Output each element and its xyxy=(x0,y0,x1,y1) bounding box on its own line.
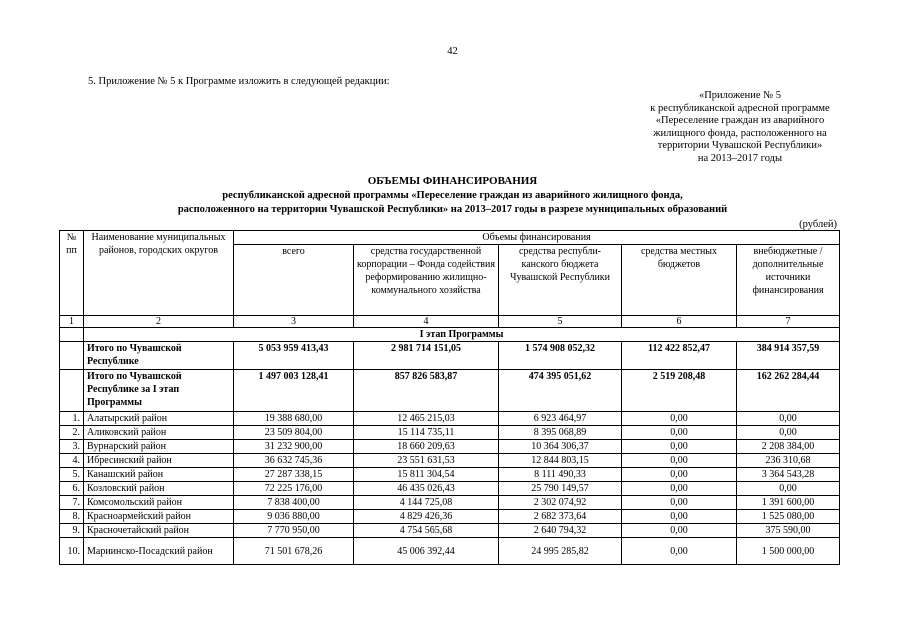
cell-fund: 15 114 735,11 xyxy=(354,426,499,440)
cell-total: 36 632 745,36 xyxy=(234,454,354,468)
row-number: 1. xyxy=(60,412,84,426)
column-number: 4 xyxy=(354,316,499,328)
cell-extra: 1 525 080,00 xyxy=(737,510,840,524)
total-extra: 384 914 357,59 xyxy=(737,342,840,370)
row-number: 6. xyxy=(60,482,84,496)
cell-extra: 375 590,00 xyxy=(737,524,840,538)
total-republic: 1 574 908 052,32 xyxy=(499,342,622,370)
row-number: 10. xyxy=(60,538,84,565)
appendix-line: на 2013–2017 годы xyxy=(697,152,783,164)
header-name: Наименование муниципальных районов, городских округов xyxy=(84,231,234,316)
table-row xyxy=(60,538,840,565)
district-name: Аликовский район xyxy=(84,426,234,440)
stage-label: I этап Программы xyxy=(84,328,840,342)
cell-fund: 15 811 304,54 xyxy=(354,468,499,482)
cell-fund: 4 144 725,08 xyxy=(354,496,499,510)
cell-republic: 10 364 306,37 xyxy=(499,440,622,454)
cell-local: 0,00 xyxy=(622,496,737,510)
total-local: 112 422 852,47 xyxy=(622,342,737,370)
table-row xyxy=(60,482,840,496)
cell-extra: 3 364 543,28 xyxy=(737,468,840,482)
cell-republic: 12 844 803,15 xyxy=(499,454,622,468)
column-number: 7 xyxy=(737,316,840,328)
cell-extra: 1 391 600,00 xyxy=(737,496,840,510)
cell-total: 72 225 176,00 xyxy=(234,482,354,496)
subtitle-line: расположенного на территории Чувашской Республики» на 2013–2017 годы в разрезе муниципальных образований xyxy=(177,203,728,215)
table-row xyxy=(60,496,840,510)
document-title: ОБЪЕМЫ ФИНАНСИРОВАНИЯ xyxy=(367,175,538,187)
total-no xyxy=(60,370,84,412)
cell-fund: 46 435 026,43 xyxy=(354,482,499,496)
total-row xyxy=(60,342,840,370)
row-number: 4. xyxy=(60,454,84,468)
row-number: 3. xyxy=(60,440,84,454)
district-name: Канашский район xyxy=(84,468,234,482)
cell-total: 7 838 400,00 xyxy=(234,496,354,510)
cell-fund: 23 551 631,53 xyxy=(354,454,499,468)
cell-republic: 8 111 490,33 xyxy=(499,468,622,482)
document-subtitle xyxy=(0,189,905,216)
appendix-line: к республиканской адресной программе xyxy=(650,102,830,114)
cell-total: 27 287 338,15 xyxy=(234,468,354,482)
district-name: Ибресинский район xyxy=(84,454,234,468)
total-local: 2 519 208,48 xyxy=(622,370,737,412)
total-all: 5 053 959 413,43 xyxy=(234,342,354,370)
header-extra: внебюджетные / дополнительные источники финансирования xyxy=(737,245,840,316)
total-fund: 857 826 583,87 xyxy=(354,370,499,412)
row-number: 8. xyxy=(60,510,84,524)
header-total: всего xyxy=(234,245,354,316)
table-row xyxy=(60,440,840,454)
appendix-line: территории Чувашской Республики» xyxy=(657,140,823,152)
table-row xyxy=(60,454,840,468)
cell-fund: 18 660 209,63 xyxy=(354,440,499,454)
table-row xyxy=(60,524,840,538)
header-no: № пп xyxy=(60,231,84,316)
cell-total: 23 509 804,00 xyxy=(234,426,354,440)
cell-fund: 45 006 392,44 xyxy=(354,538,499,565)
cell-total: 7 770 950,00 xyxy=(234,524,354,538)
appendix-note xyxy=(590,90,890,166)
cell-total: 9 036 880,00 xyxy=(234,510,354,524)
unit-label: (рублей) xyxy=(799,219,837,230)
header-fund: средства государственной корпорации – Фонда содействия реформированию жилищно-коммунального хозяйства xyxy=(354,245,499,316)
row-number: 9. xyxy=(60,524,84,538)
row-number: 5. xyxy=(60,468,84,482)
table-row xyxy=(60,412,840,426)
total-name: Итого по Чувашской Республике xyxy=(84,342,234,370)
column-number: 5 xyxy=(499,316,622,328)
subtitle-line: республиканской адресной программы «Переселение граждан из аварийного жилищного фонда, xyxy=(222,190,683,201)
stage-no-cell xyxy=(60,328,84,342)
cell-local: 0,00 xyxy=(622,538,737,565)
total-extra: 162 262 284,44 xyxy=(737,370,840,412)
cell-local: 0,00 xyxy=(622,440,737,454)
cell-extra: 0,00 xyxy=(737,412,840,426)
total-all: 1 497 003 128,41 xyxy=(234,370,354,412)
total-name: Итого по Чувашской Республике за I этап Программы xyxy=(84,370,234,412)
cell-local: 0,00 xyxy=(622,468,737,482)
instruction-text: 5. Приложение № 5 к Программе изложить в следующей редакции: xyxy=(88,76,390,87)
cell-extra: 1 500 000,00 xyxy=(737,538,840,565)
cell-local: 0,00 xyxy=(622,454,737,468)
district-name: Вурнарский район xyxy=(84,440,234,454)
appendix-line: «Переселение граждан из аварийного xyxy=(655,115,825,127)
district-name: Красноармейский район xyxy=(84,510,234,524)
cell-local: 0,00 xyxy=(622,510,737,524)
table-row xyxy=(60,468,840,482)
cell-fund: 4 829 426,36 xyxy=(354,510,499,524)
cell-local: 0,00 xyxy=(622,426,737,440)
cell-total: 19 388 680,00 xyxy=(234,412,354,426)
district-name: Красночетайский район xyxy=(84,524,234,538)
column-number: 1 xyxy=(60,316,84,328)
page-number: 42 xyxy=(447,46,458,57)
table-row xyxy=(60,426,840,440)
cell-fund: 12 465 215,03 xyxy=(354,412,499,426)
column-number: 6 xyxy=(622,316,737,328)
cell-extra: 2 208 384,00 xyxy=(737,440,840,454)
row-number: 2. xyxy=(60,426,84,440)
cell-local: 0,00 xyxy=(622,524,737,538)
row-number: 7. xyxy=(60,496,84,510)
total-no xyxy=(60,342,84,370)
cell-republic: 2 682 373,64 xyxy=(499,510,622,524)
financing-table xyxy=(59,230,840,565)
cell-total: 71 501 678,26 xyxy=(234,538,354,565)
cell-republic: 2 640 794,32 xyxy=(499,524,622,538)
cell-republic: 8 395 068,89 xyxy=(499,426,622,440)
cell-extra: 236 310,68 xyxy=(737,454,840,468)
cell-republic: 2 302 074,92 xyxy=(499,496,622,510)
total-republic: 474 395 051,62 xyxy=(499,370,622,412)
district-name: Алатырский район xyxy=(84,412,234,426)
appendix-line: жилищного фонда, расположенного на xyxy=(653,127,827,139)
table-row xyxy=(60,510,840,524)
cell-republic: 24 995 285,82 xyxy=(499,538,622,565)
cell-republic: 25 790 149,57 xyxy=(499,482,622,496)
district-name: Мариинско-Посадский район xyxy=(84,538,234,565)
header-republic: средства республи-канского бюджета Чувашской Республики xyxy=(499,245,622,316)
cell-total: 31 232 900,00 xyxy=(234,440,354,454)
cell-extra: 0,00 xyxy=(737,426,840,440)
column-number: 2 xyxy=(84,316,234,328)
column-number: 3 xyxy=(234,316,354,328)
district-name: Козловский район xyxy=(84,482,234,496)
header-volumes: Объемы финансирования xyxy=(234,231,840,245)
cell-local: 0,00 xyxy=(622,412,737,426)
cell-extra: 0,00 xyxy=(737,482,840,496)
cell-fund: 4 754 565,68 xyxy=(354,524,499,538)
district-name: Комсомольский район xyxy=(84,496,234,510)
total-fund: 2 981 714 151,05 xyxy=(354,342,499,370)
total-row xyxy=(60,370,840,412)
cell-republic: 6 923 464,97 xyxy=(499,412,622,426)
appendix-line: «Приложение № 5 xyxy=(698,90,782,101)
cell-local: 0,00 xyxy=(622,482,737,496)
header-local: средства местных бюджетов xyxy=(622,245,737,316)
